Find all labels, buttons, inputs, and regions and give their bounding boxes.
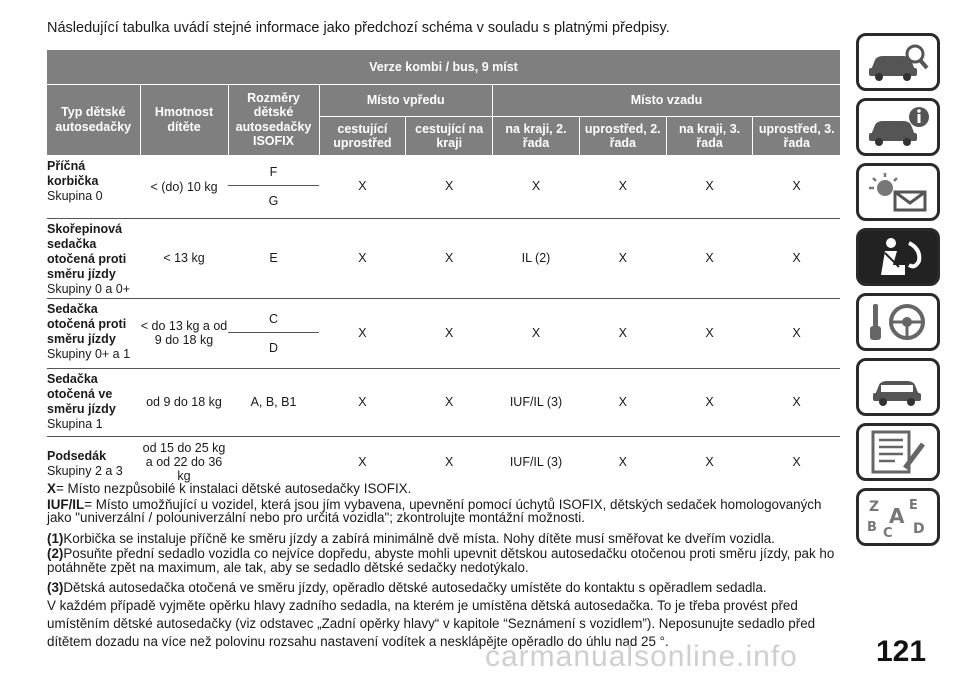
header-weight: Hmotnost dítěte (140, 85, 228, 156)
row-cell: IL (2) (493, 218, 580, 298)
row-cell: X (406, 368, 493, 436)
note-2: (2)Posuňte přední sedadlo vozidla co nejvíce dopředu, abyste mohli upevnit dětskou autosedačku otočenou proti směru jízdy, pak ho potáhněte zpět na maximum, ale tak, aby se sedadlo dětské sedačky nedotýkalo. (47, 546, 835, 575)
row-cell: X (493, 155, 580, 218)
table-row (47, 218, 840, 298)
row-cell: X (579, 155, 666, 218)
row-cell: X (792, 455, 801, 470)
note-1: (1)Korbička se instaluje příčně ke směru jízdy a zabírá minimálně dvě místa. Nohy dítěte musí směřovat ke dveřím vozidla. (47, 530, 775, 546)
row-type: Podsedák Skupiny 2 a 3 (47, 448, 123, 478)
header-rear: Místo vzadu (493, 85, 840, 117)
note-3: (3)Dětská autosedačka otočená ve směru jízdy, opěradlo dětské autosedačky umístěte do kontaktu s opěradlem sedadla. (47, 580, 767, 596)
row-type: Sedačka otočená ve směru jízdy Skupina 1 (47, 368, 140, 436)
row-cell: X (705, 455, 714, 470)
header-col: na kraji, 3. řada (666, 117, 753, 156)
service-list-icon (865, 430, 931, 474)
tab-safety[interactable] (856, 228, 940, 286)
row-cell: X (579, 368, 666, 436)
intro-text: Následující tabulka uvádí stejné informace jako předchozí schéma v souladu s platnými předpisy. (47, 20, 670, 36)
row-cell: X (319, 368, 406, 436)
row-cell: X (666, 368, 753, 436)
row-cell: X (666, 298, 753, 368)
row-cell: X (319, 298, 406, 368)
row-isofix: F G (228, 155, 319, 218)
chapter-sidebar (856, 33, 940, 553)
row-weight: < 13 kg (140, 218, 228, 298)
row-cell: X (579, 298, 666, 368)
row-weight: od 15 do 25 kg a od 22 do 36 kg (142, 440, 226, 484)
tab-index[interactable] (856, 488, 940, 546)
row-isofix: C D (228, 298, 319, 368)
row-cell: IUF/IL (3) (509, 455, 563, 470)
row-isofix: E (228, 218, 319, 298)
car-breakdown-icon (865, 365, 931, 409)
header-col: uprostřed, 3. řada (753, 117, 840, 156)
header-col: cestující na kraji (406, 117, 493, 156)
tab-starting[interactable] (856, 293, 940, 351)
svg-text:E: E (909, 498, 918, 513)
table-row (47, 368, 840, 436)
header-col: cestující uprostřed (319, 117, 406, 156)
tab-car-search[interactable] (856, 33, 940, 91)
row-isofix: A, B, B1 (228, 368, 319, 436)
svg-text:B: B (867, 520, 877, 535)
car-info-icon (865, 105, 931, 149)
svg-text:Z: Z (869, 499, 880, 515)
note-iuf: IUF/IL= Místo umožňující u vozidel, která jsou jím vybavena, upevnění pomocí úchytů ISOFIX, dětských sedaček homologovaných jako "univerzální / polouniverzální nebo pro určitá vozidla"; zkontrolujte montážní možnosti. (47, 496, 822, 526)
row-cell: X (753, 218, 840, 298)
alphabet-index-icon (865, 495, 931, 539)
header-col: na kraji, 2. řada (493, 117, 580, 156)
row-cell: X (666, 218, 753, 298)
row-cell: X (579, 218, 666, 298)
row-cell: X (493, 298, 580, 368)
row-type: Skořepinová sedačka otočená proti směru jízdy Skupiny 0 a 0+ (47, 218, 140, 298)
row-cell: X (406, 298, 493, 368)
row-cell: X (666, 155, 753, 218)
row-cell: IUF/IL (3) (493, 368, 580, 436)
row-type: Příčná korbička Skupina 0 (47, 155, 140, 218)
table-row (47, 155, 840, 218)
table-title: Verze kombi / bus, 9 míst (47, 50, 840, 85)
header-isofix: Rozměry dětské autosedačky ISOFIX (228, 85, 319, 156)
row-cell: X (445, 455, 454, 470)
row-cell: X (358, 455, 367, 470)
row-weight: od 9 do 18 kg (140, 368, 228, 436)
row-cell: X (618, 455, 627, 470)
row-cell: X (753, 155, 840, 218)
watermark: carmanualsonline.info (485, 640, 798, 673)
row-cell: X (319, 218, 406, 298)
tab-warning-lights[interactable] (856, 163, 940, 221)
warning-light-envelope-icon (865, 170, 931, 214)
car-search-icon (865, 40, 931, 84)
tab-emergency[interactable] (856, 358, 940, 416)
row-type: Sedačka otočená proti směru jízdy Skupiny 0+ a 1 (47, 298, 140, 368)
page-number: 121 (876, 635, 927, 668)
row-weight: < (do) 10 kg (140, 155, 228, 218)
svg-text:C: C (883, 526, 893, 539)
tab-car-info[interactable] (856, 98, 940, 156)
row-cell: X (319, 155, 406, 218)
key-steering-wheel-icon (865, 300, 931, 344)
row-cell: X (406, 218, 493, 298)
row-cell: X (753, 368, 840, 436)
row-cell: X (406, 155, 493, 218)
header-front: Místo vpředu (319, 85, 493, 117)
note-x: X= Místo nezpůsobilé k instalaci dětské autosedačky ISOFIX. (47, 481, 412, 496)
row-cell: X (753, 298, 840, 368)
header-col: uprostřed, 2. řada (579, 117, 666, 156)
header-type: Typ dětské autosedačky (47, 85, 140, 156)
svg-text:A: A (889, 504, 905, 528)
svg-text:D: D (913, 521, 925, 537)
note-final: V každém případě vyjměte opěrku hlavy zadního sedadla, na kterém je umístěna dětská autosedačka. To je třeba provést před umístěním dětské autosedačky (viz odstavec „Zadní opěrky hlavy“ v kapitole “Seznámení s vozidlem”). Neposunujte sedadlo před dítětem dozadu na více než polovinu rozsahu nastavení vodítek a nesklápějte opěradlo do úhlu nad 25 °. (47, 598, 816, 649)
airbag-seat-icon (865, 235, 931, 279)
row-weight: < do 13 kg a od 9 do 18 kg (140, 298, 228, 368)
table-row (47, 298, 840, 368)
tab-service[interactable] (856, 423, 940, 481)
notes (47, 480, 847, 651)
child-seat-table (47, 50, 840, 488)
